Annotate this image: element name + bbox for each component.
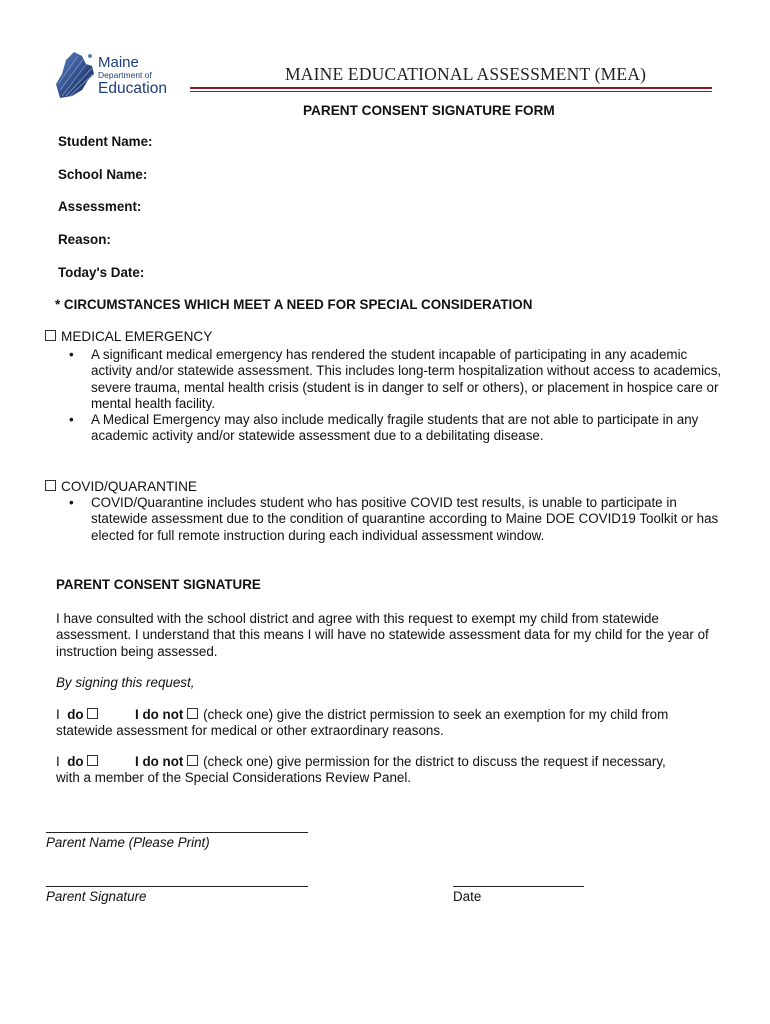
parent-name-line[interactable] (46, 832, 308, 833)
choice1-do-not-checkbox[interactable] (187, 708, 198, 719)
consent-paragraph: I have consulted with the school district and agree with this request to exempt my child from statewide assessment. I understand that this means I will have no statewide assessment data for my child for the year of instruction being assessed. (56, 611, 709, 659)
school-name-label: School Name: (58, 167, 148, 182)
logo-department-text: Department of (98, 70, 152, 80)
choice2-text-line1: (check one) give permission for the district to discuss the request if necessary, (203, 754, 666, 769)
choice1-do-checkbox[interactable] (87, 708, 98, 719)
parent-signature-line[interactable] (46, 886, 308, 887)
list-item: • A significant medical emergency has rendered the student incapable of participating in any academic activity and/or statewide assessment. This includes long-term hospitalization without access to academics, severe trauma, mental health crisis (student is in danger to self or others), or placement in hospice care or mental health facility. (91, 347, 731, 412)
choice1-text-line1: (check one) give the district permission to seek an exemption for my child from (203, 707, 669, 722)
medical-emergency-label: MEDICAL EMERGENCY (61, 329, 213, 344)
list-item: • COVID/Quarantine includes student who has positive COVID test results, is unable to participate in statewide assessment due to the condition of quarantine according to Maine DOE COVID19 Toolkit or has elected for full remote instruction during each individual assessment window. (91, 495, 721, 544)
by-signing-text: By signing this request, (56, 675, 195, 690)
header-rule-thin (190, 91, 712, 92)
discuss-choice (56, 754, 746, 787)
choice1-i: I (56, 707, 60, 722)
student-name-label: Student Name: (58, 134, 153, 149)
covid-quarantine-option[interactable] (45, 479, 197, 494)
maine-map-logo-icon (52, 50, 96, 100)
list-item: • A Medical Emergency may also include medically fragile students that are not able to participate in any academic activity and/or statewide assessment due to a debilitating disease. (91, 412, 731, 445)
choice2-do-not-label: I do not (135, 754, 184, 769)
parent-name-label: Parent Name (Please Print) (46, 835, 210, 850)
assessment-label: Assessment: (58, 199, 142, 214)
choice1-do-not-label: I do not (135, 707, 184, 722)
header-rule-thick (190, 87, 712, 89)
choice2-do-checkbox[interactable] (87, 755, 98, 766)
date-label: Date (453, 889, 482, 904)
parent-signature-label: Parent Signature (46, 889, 147, 904)
covid-quarantine-label: COVID/QUARANTINE (61, 479, 197, 494)
todays-date-label: Today's Date: (58, 265, 145, 280)
choice2-do-not-checkbox[interactable] (187, 755, 198, 766)
reason-label: Reason: (58, 232, 111, 247)
exemption-choice (56, 707, 746, 740)
circumstances-heading: * CIRCUMSTANCES WHICH MEET A NEED FOR SPECIAL CONSIDERATION (55, 297, 533, 312)
choice2-i: I (56, 754, 60, 769)
form-title: PARENT CONSENT SIGNATURE FORM (303, 103, 555, 118)
medical-emergency-option[interactable] (45, 329, 212, 344)
logo-education-text: Education (98, 79, 167, 97)
covid-quarantine-checkbox[interactable] (45, 480, 56, 491)
date-line[interactable] (453, 886, 584, 887)
choice2-do-label: do (67, 754, 84, 769)
header-title: MAINE EDUCATIONAL ASSESSMENT (MEA) (285, 64, 647, 84)
choice1-do-label: do (67, 707, 84, 722)
maine-doe-logo (52, 50, 177, 100)
choice1-text-line2: statewide assessment for medical or other extraordinary reasons. (56, 723, 444, 739)
medical-bullet-list (91, 347, 731, 445)
choice2-text-line2: with a member of the Special Considerations Review Panel. (56, 770, 412, 786)
covid-bullet-list (91, 495, 721, 544)
logo-maine-text: Maine (98, 54, 139, 71)
consent-heading: PARENT CONSENT SIGNATURE (56, 577, 261, 592)
medical-emergency-checkbox[interactable] (45, 330, 56, 341)
